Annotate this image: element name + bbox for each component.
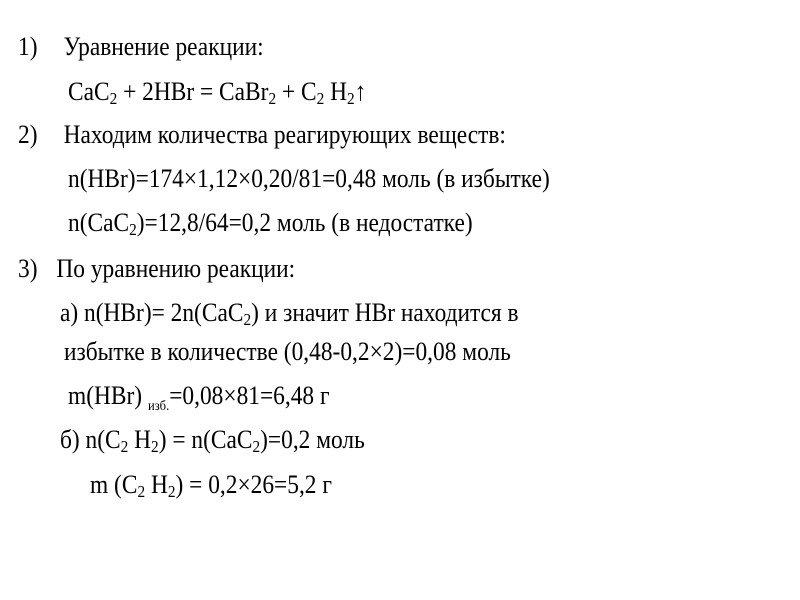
mass-hbr-text: m(HBr) — [68, 381, 148, 410]
reaction-equation — [68, 77, 366, 107]
sub-b-line-2 — [90, 470, 332, 500]
subscript: 2 — [129, 220, 137, 239]
equation-subscript: 2 — [268, 89, 277, 108]
step-3-number: 3) — [18, 254, 38, 283]
step-1-heading-line — [18, 32, 264, 62]
step-2-heading: Находим количества реагирующих веществ: — [63, 120, 506, 149]
sub-a-line-3 — [68, 381, 330, 414]
cac2-amount-text: n(CaC — [68, 208, 130, 237]
mass-c2h2-text: ) = 0,2×26=5,2 г — [175, 470, 332, 499]
step-3-heading-line — [18, 254, 295, 284]
subscript: 2 — [252, 437, 261, 456]
subscript: 2 — [167, 482, 176, 501]
step-3-heading: По уравнению реакции: — [56, 254, 296, 283]
subscript: 2 — [243, 310, 252, 329]
equation-subscript: 2 — [109, 89, 118, 108]
cac2-amount-text: )=12,8/64=0,2 моль (в недостатке) — [136, 208, 473, 237]
mass-c2h2-text: m (C — [90, 470, 138, 499]
gas-arrow-icon: ↑ — [354, 77, 367, 106]
sub-a-text: а) n(HBr)= 2n(CaC — [60, 298, 244, 327]
sub-b-line-1 — [60, 425, 365, 455]
subscript: 2 — [137, 482, 146, 501]
sub-a-line-2 — [64, 337, 511, 367]
sub-a-text: ) и значит HBr находится в — [251, 298, 519, 327]
sub-b-text: H — [128, 425, 152, 454]
equation-text: H — [324, 77, 348, 106]
sub-b-text: )=0,2 моль — [260, 425, 365, 454]
step-2-number: 2) — [18, 120, 38, 149]
mass-hbr-text: =0,08×81=6,48 г — [169, 381, 330, 410]
cac2-amount-line — [68, 208, 473, 238]
equation-subscript: 2 — [316, 89, 325, 108]
mass-c2h2-text: H — [145, 470, 168, 499]
hbr-amount-line — [68, 164, 550, 194]
sub-a-excess-text: избытке в количестве (0,48-0,2×2)=0,08 моль — [64, 337, 511, 366]
step-2-heading-line — [18, 120, 506, 150]
equation-subscript: 2 — [347, 89, 355, 108]
step-1-number: 1) — [18, 32, 38, 61]
equation-text: + 2HBr = CaBr — [117, 77, 269, 106]
sub-b-text: ) = n(CaC — [158, 425, 253, 454]
subscript: 2 — [120, 437, 129, 456]
sub-a-line-1 — [60, 298, 519, 328]
subscript: 2 — [151, 437, 159, 456]
equation-text: CaC — [68, 77, 110, 106]
subscript: изб. — [147, 399, 170, 414]
equation-text: + C — [276, 77, 317, 106]
hbr-amount-text: n(HBr)=174×1,12×0,20/81=0,48 моль (в избытке) — [68, 164, 550, 193]
step-1-heading: Уравнение реакции: — [63, 32, 264, 61]
sub-b-text: б) n(C — [60, 425, 121, 454]
